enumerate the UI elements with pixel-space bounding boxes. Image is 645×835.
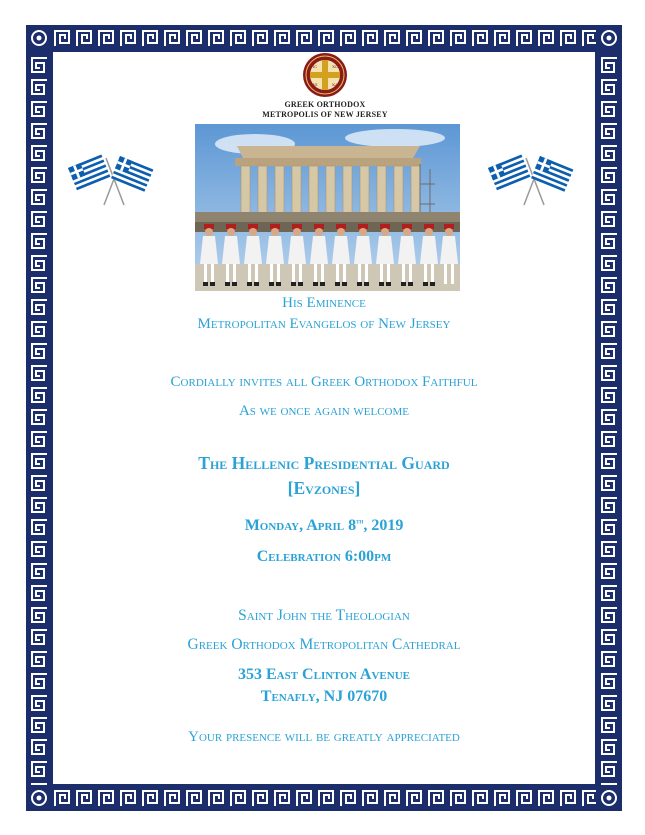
invites-line: Cordially invites all Greek Orthodox Faithful: [170, 374, 478, 390]
event-date-year: , 2019: [363, 517, 404, 534]
seal-letters-1: IC: [312, 64, 318, 69]
crossed-greek-flags-icon: [64, 150, 164, 210]
closing-line: Your presence will be greatly appreciated: [188, 729, 460, 745]
greek-key-left-strip: [26, 51, 52, 785]
logo-caption-line1: GREEK ORTHODOX: [284, 100, 366, 109]
host-name: Metropolitan Evangelos of New Jersey: [197, 316, 451, 332]
greek-key-top-strip: [26, 25, 622, 51]
greek-key-bottom-strip: [26, 785, 622, 811]
event-date-suffix: th: [356, 517, 364, 526]
crossed-greek-flags-icon: [484, 150, 584, 210]
venue-cathedral: Greek Orthodox Metropolitan Cathedral: [187, 636, 461, 653]
seal-letters-3: NI: [312, 82, 318, 87]
event-date-day: Monday, April 8: [244, 517, 357, 534]
host-title: His Eminence: [282, 295, 366, 311]
metropolis-seal-icon: [302, 52, 348, 98]
guest-alias: [Evzones]: [287, 478, 361, 498]
venue-name: Saint John the Theologian: [238, 607, 410, 624]
parthenon-evzones-photo: [195, 124, 460, 291]
logo-caption-line2: METROPOLIS OF NEW JERSEY: [262, 110, 388, 119]
address-street: 353 East Clinton Avenue: [237, 666, 410, 683]
guest-name: The Hellenic Presidential Guard: [198, 453, 450, 473]
celebration-time: Celebration 6:00pm: [256, 548, 392, 565]
greek-key-right-strip: [596, 51, 622, 785]
event-date: [60, 517, 588, 535]
welcome-line: As we once again welcome: [238, 403, 410, 419]
seal-letters-2: XC: [332, 64, 338, 69]
address-city: Tenafly, NJ 07670: [260, 688, 388, 705]
seal-letters-4: KA: [332, 82, 338, 87]
